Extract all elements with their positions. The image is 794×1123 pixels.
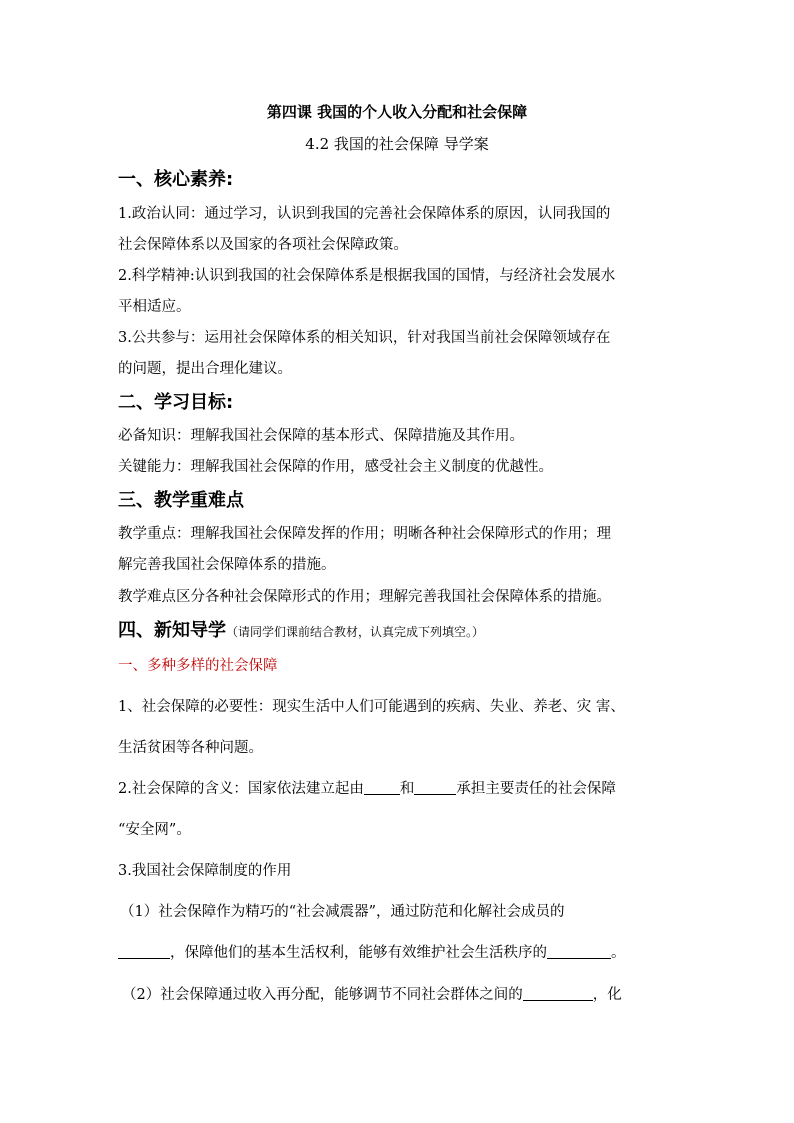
paragraph1-text-b: 。 xyxy=(611,945,626,961)
core-literacy-line: 社会保障体系以及国家的各项社会保障政策。 xyxy=(118,237,408,253)
key-point-line: 教学难点区分各种社会保障形式的作用；理解完善我国社会保障体系的措施。 xyxy=(118,589,611,605)
item2-text-a: 2.社会保障的含义：国家依法建立起由 xyxy=(118,781,364,797)
paragraph2-line xyxy=(122,983,622,1004)
new-knowledge-note: （请同学们课前结合教材，认真完成下列填空。） xyxy=(226,625,485,639)
paragraph1-line: （1）社会保障作为精巧的“社会减震器”，通过防范和化解社会成员的 xyxy=(120,904,565,920)
item2-line: “安全网”。 xyxy=(118,822,191,838)
item1-line: 1、社会保障的必要性：现实生活中人们可能遇到的疾病、失业、养老、灾 害、 xyxy=(118,699,625,715)
learning-goal-line: 关键能力：理解我国社会保障的作用，感受社会主义制度的优越性。 xyxy=(118,459,553,475)
item1-line: 生活贫困等各种问题。 xyxy=(118,740,263,756)
core-literacy-line: 平相适应。 xyxy=(118,299,191,315)
paragraph1-text-a: ，保障他们的基本生活权利，能够有效维护社会生活秩序的 xyxy=(170,945,547,961)
key-point-line: 解完善我国社会保障体系的措施。 xyxy=(118,557,336,573)
core-literacy-line: 的问题，提出合理化建议。 xyxy=(118,361,292,377)
section-key-points-heading: 三、教学重难点 xyxy=(118,490,244,511)
paragraph2-text-a: （2）社会保障通过收入再分配，能够调节不同社会群体之间的 xyxy=(122,987,523,1003)
paragraph1-line xyxy=(118,941,626,962)
fill-blank[interactable] xyxy=(414,780,456,796)
lesson-subtitle: 4.2 我国的社会保障 导学案 xyxy=(305,135,489,153)
section-core-literacy-heading: 一、核心素养: xyxy=(118,169,234,190)
item3-line: 3.我国社会保障制度的作用 xyxy=(118,863,292,879)
fill-blank[interactable] xyxy=(547,944,611,960)
fill-blank[interactable] xyxy=(118,944,170,960)
subsection-heading: 一、多种多样的社会保障 xyxy=(118,658,278,674)
fill-blank[interactable] xyxy=(523,986,593,1002)
item2-line xyxy=(118,777,616,798)
key-point-line: 教学重点：理解我国社会保障发挥的作用；明晰各种社会保障形式的作用；理 xyxy=(118,526,611,542)
section-learning-goals-heading: 二、学习目标: xyxy=(118,392,234,413)
section-new-knowledge-heading xyxy=(118,616,484,642)
core-literacy-line: 2.科学精神:认识到我国的社会保障体系是根据我国的国情，与经济社会发展水 xyxy=(118,268,616,284)
new-knowledge-heading-text: 四、新知导学 xyxy=(118,620,226,641)
core-literacy-line: 3.公共参与：运用社会保障体系的相关知识，针对我国当前社会保障领域存在 xyxy=(118,330,611,346)
item2-text-c: 承担主要责任的社会保障 xyxy=(456,781,616,797)
item2-text-b: 和 xyxy=(399,781,415,797)
lesson-title: 第四课 我国的个人收入分配和社会保障 xyxy=(266,103,528,121)
core-literacy-line: 1.政治认同：通过学习，认识到我国的完善社会保障体系的原因，认同我国的 xyxy=(118,206,611,222)
learning-goal-line: 必备知识：理解我国社会保障的基本形式、保障措施及其作用。 xyxy=(118,428,524,444)
paragraph2-text-b: ，化 xyxy=(592,987,622,1003)
fill-blank[interactable] xyxy=(364,780,400,796)
